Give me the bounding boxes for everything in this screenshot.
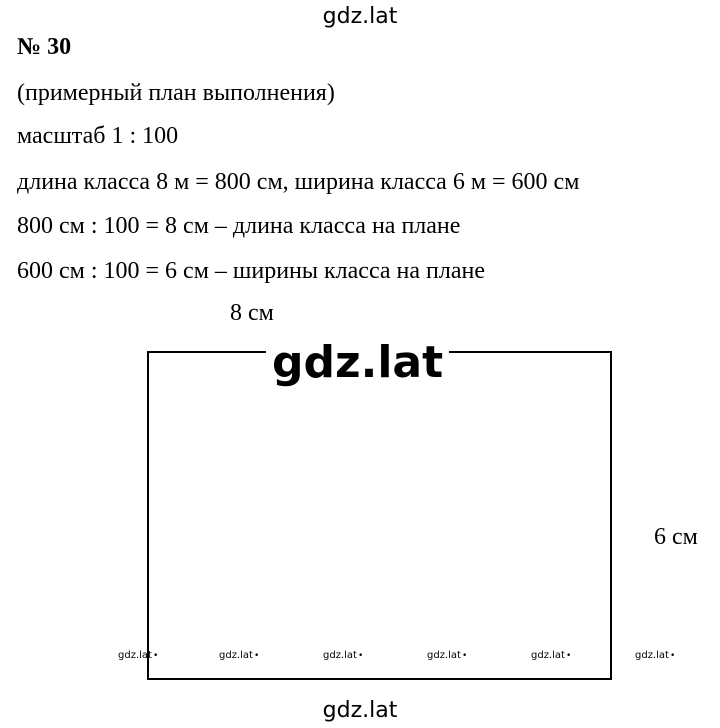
exercise-number: № 30 — [17, 34, 72, 60]
classroom-plan-rectangle — [147, 351, 612, 680]
text-line-plan-note: (примерный план выполнения) — [17, 80, 335, 106]
small-watermark: gdz.lat• — [323, 650, 364, 661]
text-line-length-calc: 800 см : 100 = 8 см – длина класса на плане — [17, 213, 461, 239]
plan-width-label: 6 см — [654, 524, 698, 550]
small-watermark: gdz.lat• — [635, 650, 676, 661]
small-watermark: gdz.lat• — [219, 650, 260, 661]
watermark-center: gdz.lat — [266, 335, 449, 391]
text-line-width-calc: 600 см : 100 = 6 см – ширины класса на плане — [17, 258, 486, 284]
watermark-bottom: gdz.lat — [322, 698, 398, 723]
small-watermark: gdz.lat• — [531, 650, 572, 661]
plan-length-label: 8 см — [230, 300, 274, 326]
small-watermark: gdz.lat• — [427, 650, 468, 661]
text-line-dimensions: длина класса 8 м = 800 см, ширина класса 6 м = 600 см — [17, 169, 580, 195]
text-line-scale: масштаб 1 : 100 — [17, 123, 179, 149]
small-watermark: gdz.lat• — [118, 650, 159, 661]
small-watermark-row — [0, 650, 720, 666]
watermark-top: gdz.lat — [322, 4, 398, 29]
